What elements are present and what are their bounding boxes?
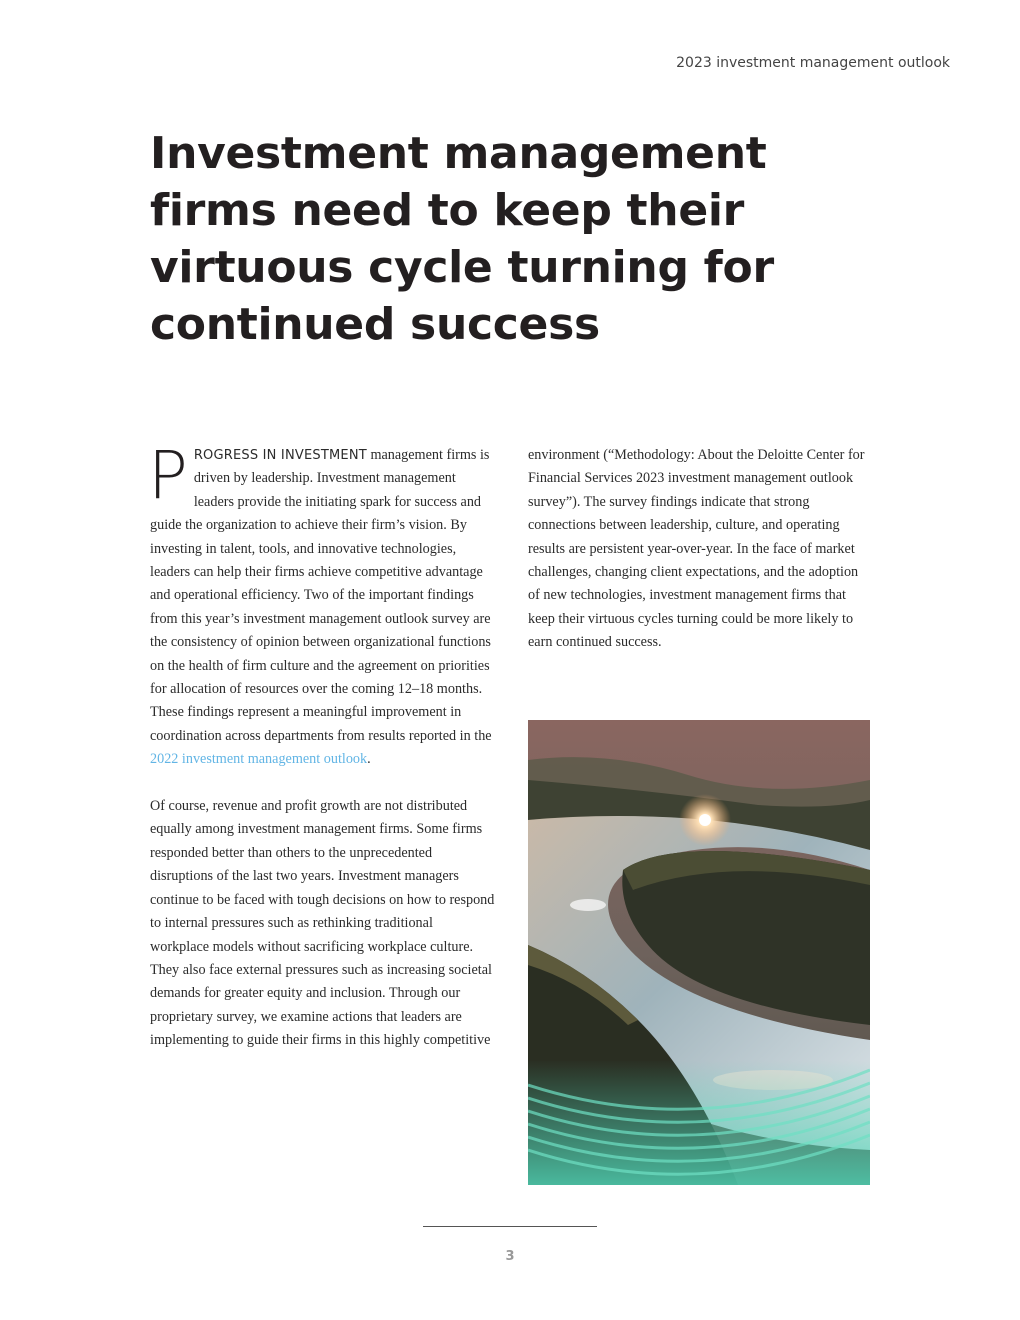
- article-column-left: [148, 437, 495, 1053]
- footer-rule: [423, 1226, 597, 1227]
- page-number: 3: [505, 1249, 515, 1264]
- intro-paragraph: [148, 437, 495, 772]
- running-header: 2023 investment management outlook: [676, 55, 950, 71]
- river-sunset-photo: [528, 720, 870, 1185]
- drop-cap: P: [148, 437, 188, 514]
- second-paragraph: Of course, revenue and profit growth are not distributed equally among investment management firms. Some firms responded better than others to the unprecedented disruptions of the last two years. Investment managers continue to be faced with tough decisions on how to respond to internal pressures such as rethinking traditional workplace models without sacrificing workplace culture. They also face external pressures such as increasing societal demands for greater equity and inclusion. Through our proprietary survey, we examine actions that leaders are implementing to guide their firms in this highly competitive: [150, 798, 495, 1049]
- outlook-2022-link[interactable]: 2022 investment management outlook: [150, 751, 368, 768]
- lead-in-caps: ROGRESS IN INVESTMENT: [193, 448, 367, 463]
- methodology-paragraph: environment (“Methodology: About the Deloitte Center for Financial Services 2023 investment management outlook survey”). The survey findings indicate that strong connections between leadership, culture, and operating results are persistent year-over-year. In the face of market challenges, changing client expectations, and the adoption of new technologies, investment management firms that keep their virtuous cycles turning could be more likely to earn continued success.: [528, 447, 865, 651]
- intro-paragraph-text: management firms is driven by leadership. Investment management leaders provide the initiating spark for success and guide the organization to achieve their firm’s vision. By investing in talent, tools, and innovative technologies, leaders can help their firms achieve competitive advantage and operational efficiency. Two of the important findings from this year’s investment management outlook survey are the consistency of opinion between organizational functions on the health of firm culture and the agreement on priorities for allocation of resources over the coming 12–18 months. These findings represent a meaningful improvement in coordination across departments from results reported in the: [150, 447, 492, 744]
- intro-paragraph-end: .: [367, 751, 371, 768]
- article-column-right: [528, 444, 873, 655]
- page-title: Investment management firms need to keep their virtuous cycle turning for continued success: [150, 128, 774, 350]
